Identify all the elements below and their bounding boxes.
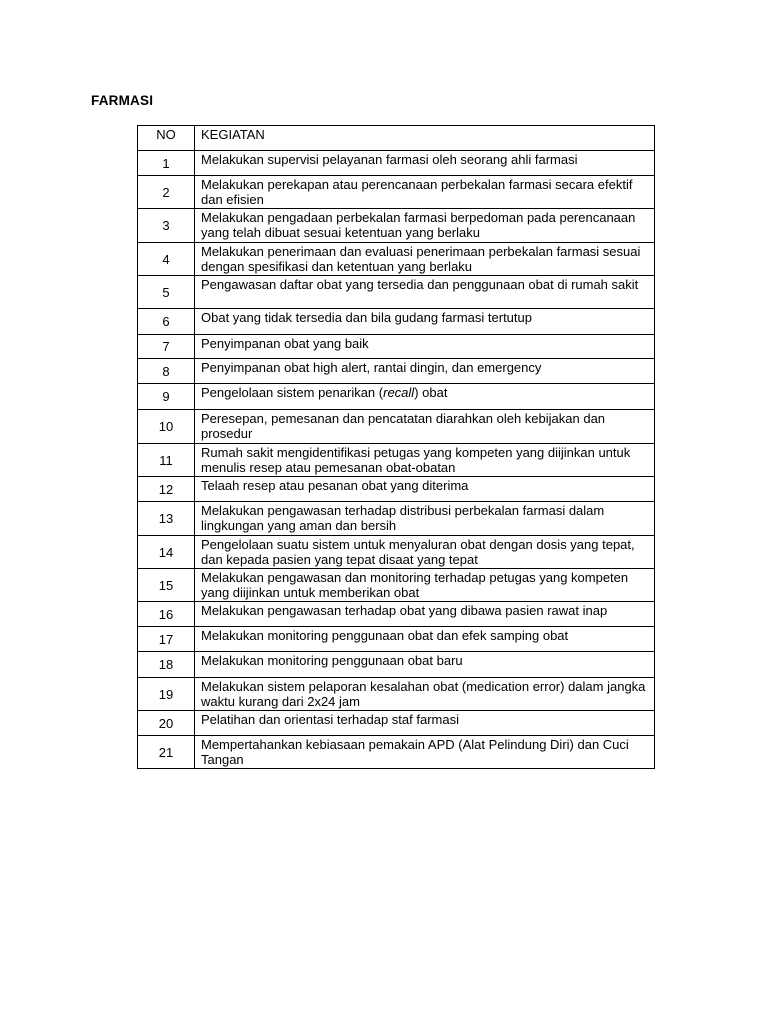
header-activity: KEGIATAN [195,126,655,151]
row-activity-emphasis: recall [383,385,415,400]
row-number: 14 [138,536,195,569]
row-number: 21 [138,736,195,769]
table-row [138,335,655,359]
row-activity: Melakukan perekapan atau perencanaan perbekalan farmasi secara efektif dan efisien [195,176,655,209]
table-row [138,652,655,678]
row-number: 9 [138,384,195,410]
row-number: 17 [138,627,195,652]
table-row [138,711,655,736]
table-header-row [138,126,655,151]
row-activity: Melakukan monitoring penggunaan obat baru [195,652,655,678]
row-number: 2 [138,176,195,209]
table-row [138,309,655,335]
row-number: 16 [138,602,195,627]
row-number: 12 [138,477,195,502]
table-row [138,502,655,536]
row-number: 1 [138,151,195,176]
activities-table [137,125,655,769]
table-row [138,678,655,711]
table-row [138,276,655,309]
row-activity-prefix: Pengelolaan sistem penarikan ( [201,385,384,400]
row-number: 13 [138,502,195,536]
row-activity: Melakukan sistem pelaporan kesalahan obat (medication error) dalam jangka waktu kurang dari 2x24 jam [195,678,655,711]
row-activity: Melakukan penerimaan dan evaluasi penerimaan perbekalan farmasi sesuai dengan spesifikasi dan ketentuan yang berlaku [195,243,655,276]
row-activity: Melakukan pengadaan perbekalan farmasi berpedoman pada perencanaan yang telah dibuat sesuai ketentuan yang berlaku [195,209,655,243]
row-activity: Penyimpanan obat yang baik [195,335,655,359]
row-activity: Penyimpanan obat high alert, rantai dingin, dan emergency [195,359,655,384]
row-activity: Pengelolaan suatu sistem untuk menyaluran obat dengan dosis yang tepat, dan kepada pasien yang tepat disaat yang tepat [195,536,655,569]
table-row [138,736,655,769]
row-activity: Mempertahankan kebiasaan pemakain APD (Alat Pelindung Diri) dan Cuci Tangan [195,736,655,769]
row-activity: Telaah resep atau pesanan obat yang diterima [195,477,655,502]
row-number: 5 [138,276,195,309]
row-number: 6 [138,309,195,335]
header-no: NO [138,126,195,151]
row-number: 19 [138,678,195,711]
table-row [138,444,655,477]
row-number: 15 [138,569,195,602]
table-row [138,176,655,209]
row-activity: Obat yang tidak tersedia dan bila gudang farmasi tertutup [195,309,655,335]
row-activity: Melakukan supervisi pelayanan farmasi oleh seorang ahli farmasi [195,151,655,176]
table-row [138,627,655,652]
table-row [138,602,655,627]
table-row [138,477,655,502]
table-row [138,536,655,569]
table-row [138,569,655,602]
row-activity: Pelatihan dan orientasi terhadap staf farmasi [195,711,655,736]
row-number: 18 [138,652,195,678]
row-number: 4 [138,243,195,276]
row-activity: Pengawasan daftar obat yang tersedia dan penggunaan obat di rumah sakit [195,276,655,309]
table-row [138,243,655,276]
row-activity: Melakukan monitoring penggunaan obat dan efek samping obat [195,627,655,652]
row-number: 8 [138,359,195,384]
section-title: FARMASI [91,93,154,108]
row-activity: Peresepan, pemesanan dan pencatatan diarahkan oleh kebijakan dan prosedur [195,410,655,444]
row-activity: Rumah sakit mengidentifikasi petugas yang kompeten yang diijinkan untuk menulis resep atau pemesanan obat-obatan [195,444,655,477]
row-number: 20 [138,711,195,736]
row-number: 3 [138,209,195,243]
row-number: 7 [138,335,195,359]
row-activity [195,384,655,410]
table-row [138,384,655,410]
table-row [138,209,655,243]
row-activity: Melakukan pengawasan terhadap obat yang dibawa pasien rawat inap [195,602,655,627]
row-number: 11 [138,444,195,477]
table-row [138,359,655,384]
table-row [138,410,655,444]
row-activity: Melakukan pengawasan dan monitoring terhadap petugas yang kompeten yang diijinkan untuk memberikan obat [195,569,655,602]
row-activity: Melakukan pengawasan terhadap distribusi perbekalan farmasi dalam lingkungan yang aman dan bersih [195,502,655,536]
row-number: 10 [138,410,195,444]
row-activity-suffix: ) obat [414,385,448,400]
table-row [138,151,655,176]
